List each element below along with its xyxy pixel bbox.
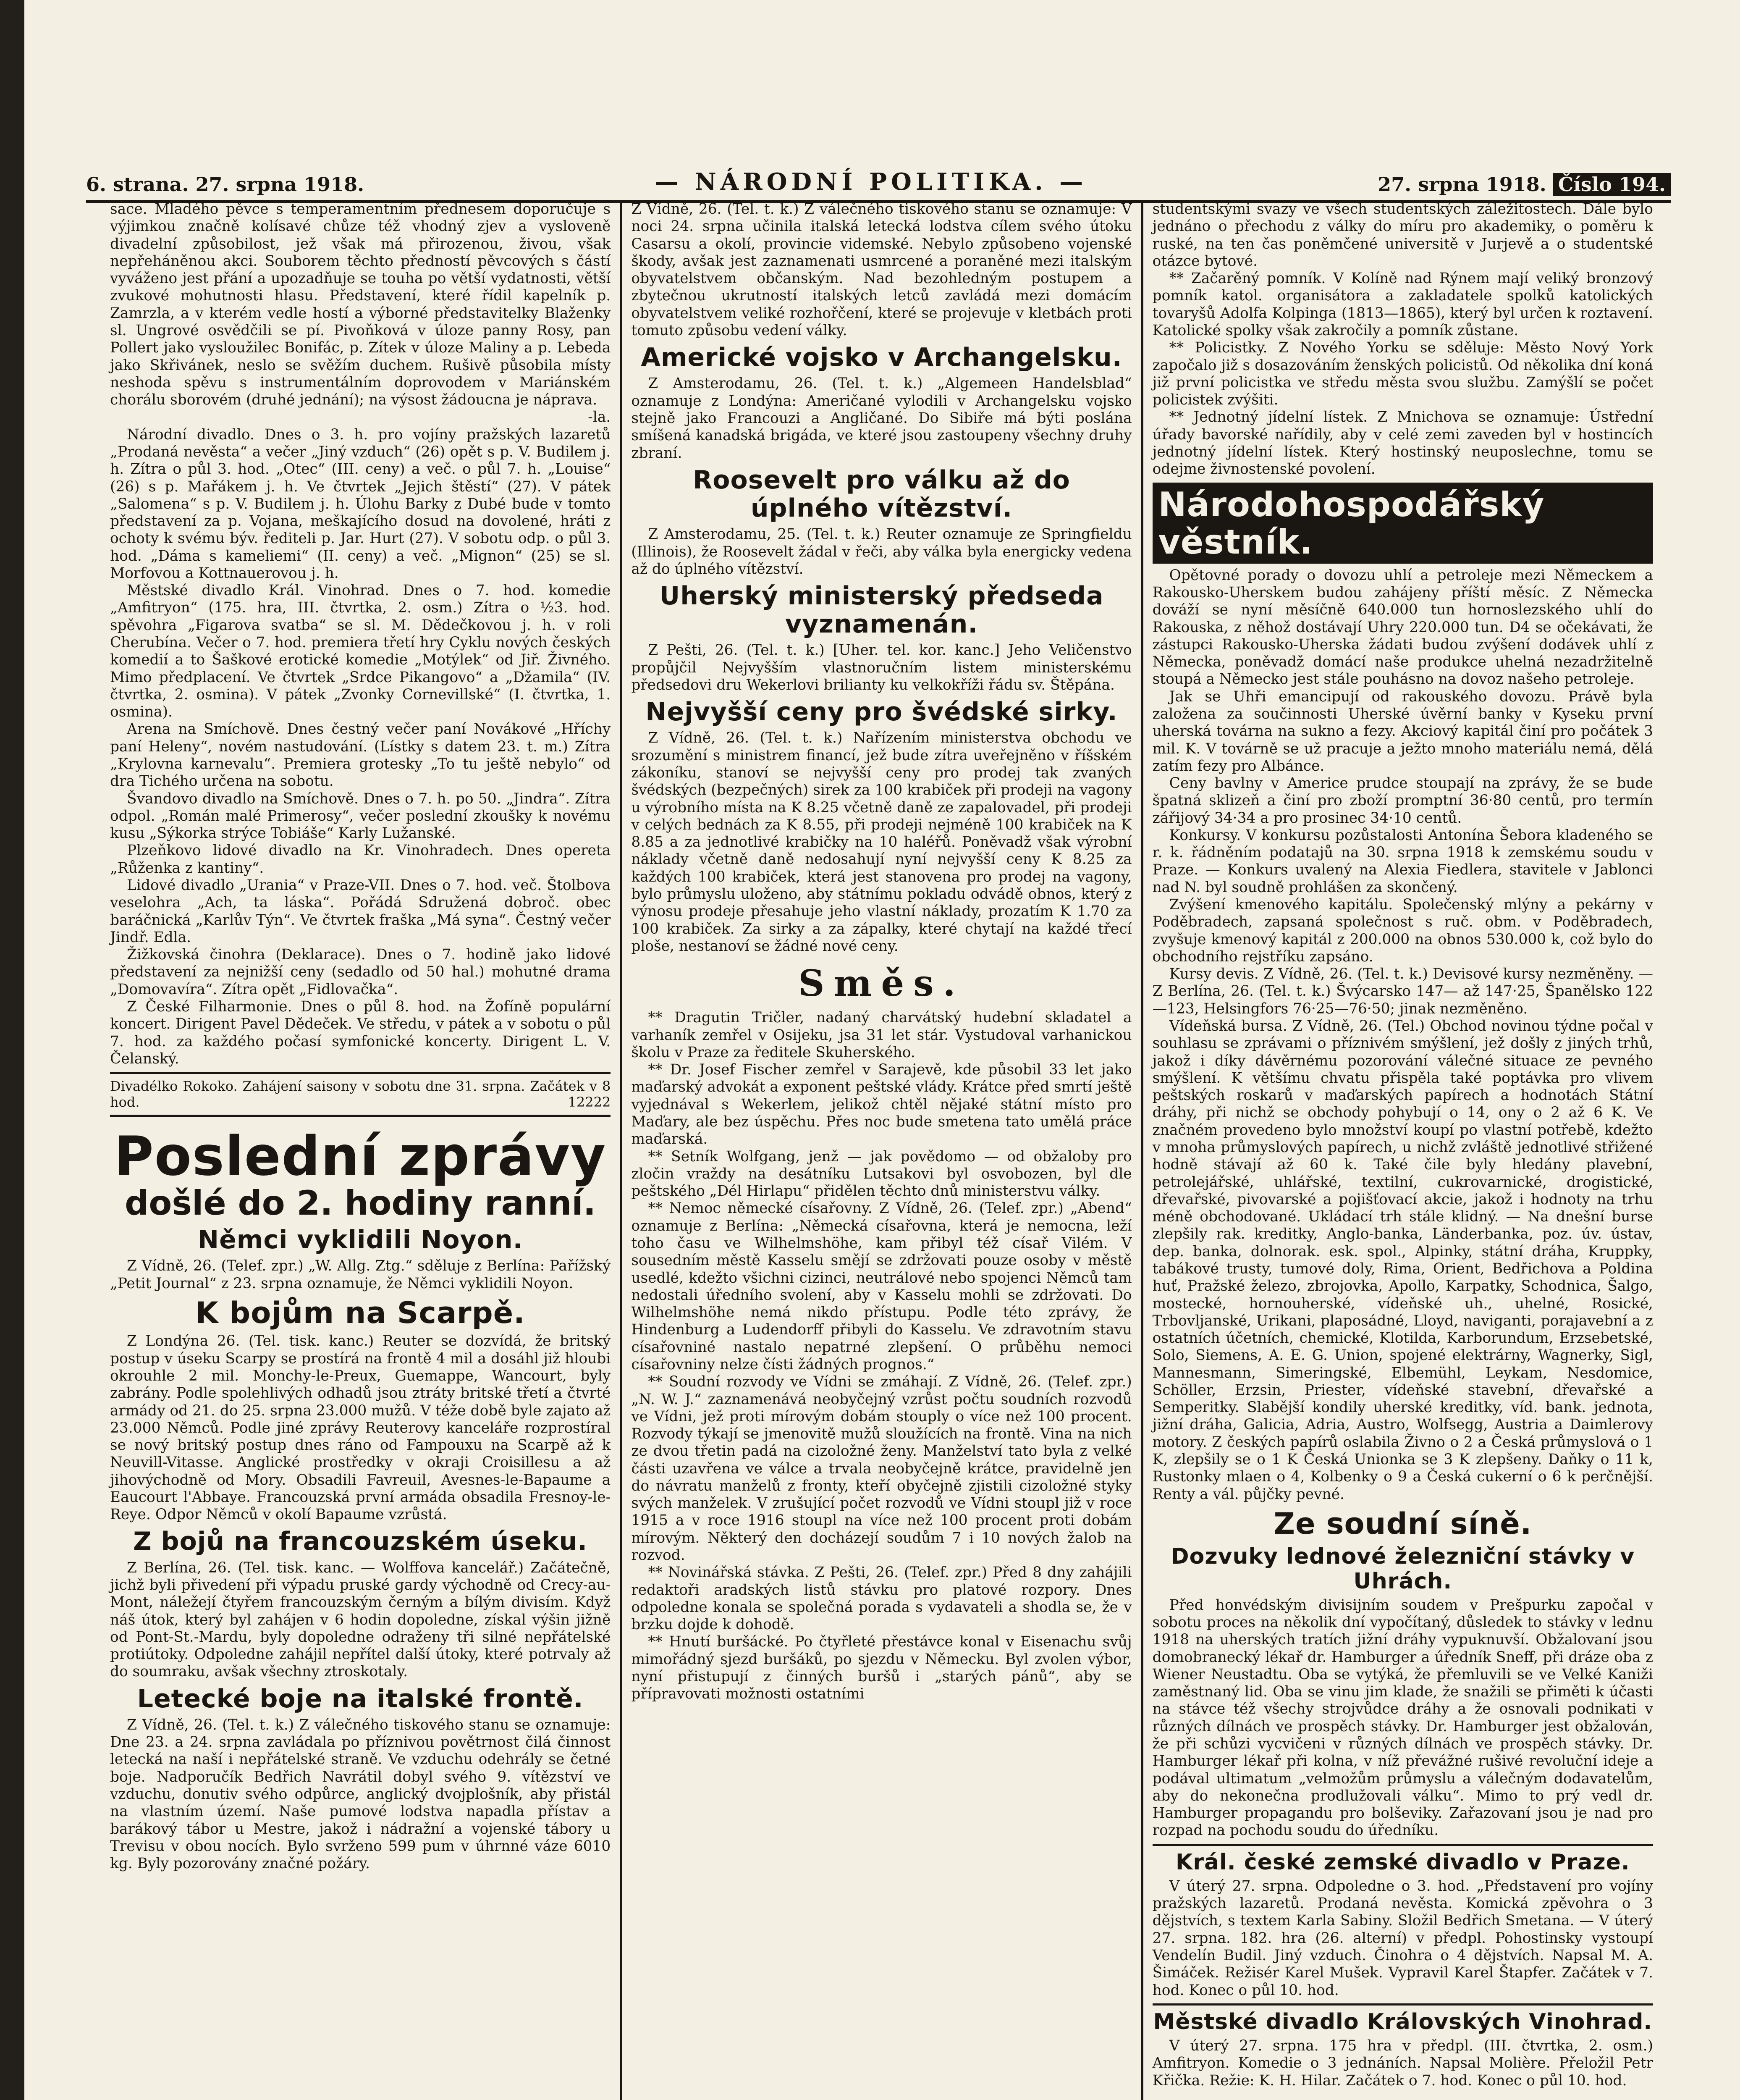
theatre-program-heading: Městské divadlo Královských Vinohrad. — [1153, 2003, 1653, 2034]
rokoko-text: Divadélko Rokoko. Zahájení saisony v sobotu dne 31. srpna. Začátek v 8 hod. — [110, 1078, 611, 1110]
page-number-date: 6. strana. 27. srpna 1918. — [86, 173, 364, 196]
theatre-program: V úterý 27. srpna. Odpoledne o 3. hod. „Představení pro vojíny pražských lazaretů. Prodaná nevěsta. Komická zpěvohra o 3 dějstvích, s textem Karla Sabiny. Složil Bedřich Smetana. — V úterý 27. srpna. 182. hra (26. alterní) v předpl. Pohostinsky vystoupí Vendelín Budil. Jiný vzduch. Činohra o 4 dějstvích. Napsal M. A. Šimáček. Režisér Karel Mušek. Vypravil Karel Štapfer. Začátek v 7. hod. Konec o půl 10. hod. — [1152, 1877, 1653, 1999]
theatre-notice: Plzeňkovo lidové divadlo na Kr. Vinohradech. Dnes opereta „Růženka z kantiny“. — [110, 842, 611, 877]
news-item: Z Vídně, 26. (Tel. t. k.) Z válečného tiskového stanu se oznamuje: V noci 24. srpna učinila italská letecká lodstva cílem svého útoku Casarsu a okolí, provincie videmské. Nebylo způsobeno vojenské škody, avšak jest zaznamenati usmrcené a poraněné mezi italským obyvatelstvem občanským. Nad bezohledným postupem a zbytečnou ukrutností italských letců zavládá mezi domácím obyvatelstvem veliké rozhořčení, které se projevuje v kletbách proti tomuto způsobu vedení války. — [631, 201, 1132, 339]
running-header — [86, 165, 1671, 203]
rokoko-number: 12222 — [568, 1094, 611, 1110]
header-right — [1378, 173, 1671, 196]
theatre-program: V úterý 27. srpna. 175 hra v předpl. (III. čtvrtka, 2. osm.) Amfitryon. Komedie o 3 jednáních. Napsal Molière. Přeložil Petr Křička. Režie: K. H. Hilar. Začátek o 7. hod. Konec o půl 10. hod. — [1152, 2037, 1653, 2089]
headline: K bojům na Scarpě. — [195, 1295, 525, 1330]
economy-item: Opětovné porady o dovozu uhlí a petroleje mezi Německem a Rakousko-Uherskem budou zahájeny příští měsíc. Z Německa dováží se nyní měsíčně 640.000 tun hornoslezského uhlí do Rakouska, z něhož dostávají Uhry 220.000 tun. D4 se očekávati, že zástupci Rakousko-Uherska žádati budou zvýšení dodávek uhlí z Německa, poněvadž domácí naše produkce uhelná nezadržitelně stoupá a Německo jest stále pouhásno na dovoz našeho petroleje. — [1152, 567, 1653, 688]
news-item: Z Berlína, 26. (Tel. tisk. kanc. — Wolffova kancelář.) Začátečně, jichž byli přivedení při výpadu pruské gardy východně od Crecy-au-Mont, náležejí čtyřem francouzským černým a bílým divisím. Když náš útok, který byl zahájen v 6 hodin dopoledne, získal výšin jižně od Pont-St.-Mardu, byly dopoledne odraženy tři silné nepřátelské protiútoky. Odpoledne zahájil nepřítel další útoky, které potrvaly až do soumraku, avšak všechny ztroskotaly. — [110, 1559, 611, 1680]
economy-item: Jak se Uhři emancipují od rakouského dovozu. Právě byla založena za součinnosti Uherské úvěrní banky v Kyseku první uherská továrna na sukno a fezy. Akciový kapitál činí pro počátek 3 mil. K. V továrně se už pracuje a ježto mnoho materiálu nemá, dělá zatím fezy pro Albánce. — [1152, 688, 1653, 774]
headline: Dozvuky lednové železniční stávky v Uhrách. — [1171, 1544, 1635, 1594]
columns — [101, 201, 1662, 2100]
miscellany-continuation: studentskými svazy ve všech studentských záležitostech. Dále bylo jednáno o přechodu z války do míru pro akademiky, o poměru k ruské, na ten čas poněmčené universitě v Jurjevě a o studentské otázce bytové. — [1152, 201, 1653, 270]
column-3 — [1143, 201, 1662, 2100]
miscellany-item: ** Policistky. Z Nového Yorku se sděluje: Město Nový York započalo již s dosazováním ženských policistů. Od několika dní koná již první policistka ve středu města svou službu. Zamýšlí se počet policistek zvýšiti. — [1152, 339, 1653, 409]
latest-news-block — [110, 1115, 611, 1222]
economy-item: Kursy devis. Z Vídně, 26. (Tel. t. k.) Devisové kursy nezměněny. — Z Berlína, 26. (Tel. t. k.) Švýcarsko 147— až 147·25, Španělsko 122—123, Helsingfors 76·25—76·50; jinak nezměněno. — [1152, 966, 1653, 1017]
section-heading-smes: Směs. — [798, 962, 965, 1005]
miscellany-item: ** Soudní rozvody ve Vídni se zmáhají. Z Vídně, 26. (Telef. zpr.) „N. W. J.“ zaznamenává neobyčejný vzrůst počtu soudních rozvodů ve Vídni, jež proti mírovým dobám stouply o více než 100 procent. Rozvody týkají se jmenovitě mužů sloužících na frontě. Vina na nich ze dvou třetin padá na cizoložné ženy. Manželství tato byla z velké části uzavřena ve válce a trvala neobyčejně krátce, pravidelně jen do návratu manželů z fronty, kteří obyčejně zjistili cizoložné styky svých manželek. V zrušující počet rozvodů ve Vídni stoupl již v roce 1915 a v roce 1916 stoupl na více než 100 procent proti dobám mírovým. Některý den docházejí soudům 7 i 10 nových žalob na rozvod. — [631, 1373, 1132, 1564]
masthead: — NÁRODNÍ POLITIKA. — — [655, 168, 1088, 196]
section-heading-court: Ze soudní síně. — [1274, 1506, 1532, 1541]
author-signature: -la. — [588, 409, 611, 426]
theatre-notice: Švandovo divadlo na Smíchově. Dnes o 7. h. po 50. „Jindra“. Zítra odpol. „Román malé Primerosy“, večer poslední zkoušky k novému kusu „Sýkorka strýce Tobiáše“ Karly Lužanské. — [110, 790, 611, 842]
latest-news-title: Poslední zprávy — [114, 1125, 607, 1188]
miscellany-item: ** Hnutí buršácké. Po čtyřleté přestávce konal v Eisenachu svůj mimořádný sjezd buršáků, po sjezdu v Německu. Byl zvolen výbor, nyní přistupují z činných buršů i „starých pánů“, aby se přípravovati možnosti ostatními — [631, 1633, 1132, 1703]
headline: Nejvyšší ceny pro švédské sirky. — [645, 697, 1118, 727]
economy-item: Zvýšení kmenového kapitálu. Společenský mlýny a pekárny v Poděbradech, zapsaná společnost s ruč. obm. v Poděbradech, zvyšuje kmenový kapitál z 200.000 na obnos 530.000 k, což bylo do obchodního rejstříku zapsáno. — [1152, 896, 1653, 965]
binding-edge — [0, 0, 24, 2100]
miscellany-item: ** Začarěný pomník. V Kolíně nad Rýnem mají veliký bronzový pomník katol. organisátora a zakladatele spolků katolických tovaryšů Adolfa Kolpinga (1813—1865), který byl určen k roztavení. Katolické spolky však zakročily a pomník zůstane. — [1152, 270, 1653, 339]
headline: Letecké boje na italské frontě. — [137, 1684, 584, 1714]
headline: Z bojů na francouzském úseku. — [133, 1527, 588, 1557]
column-2 — [622, 201, 1143, 2100]
miscellany-item: ** Dragutin Tričler, nadaný charvátský hudební skladatel a varhaník zemřel v Osijeku, jsa 31 let stár. Vystudoval varhanickou školu v Praze za ředitele Skuherského. — [631, 1009, 1132, 1061]
news-item: Z Vídně, 26. (Tel. t. k.) Nařízením ministerstva obchodu ve srozumění s ministrem financí, jež bude zítra uveřejněno v říšském zákoníku, stanoví se nejvyšší ceny pro prodej tak zvaných švédských (bezpečných) sirek za 100 krabiček při prodeji na vagony u výrobního místa na K 8.25 včetně daně ze zapalovadel, při prodeji v celých bednách za K 8.55, při prodeji nejméně 100 krabiček na K 8.85 a za jednotlivé krabičky na 10 haléřů. Poněvadž však výrobní náklady včetně daně nedosahují nyní nejvyšší ceny K 8.25 za každých 100 krabiček, která jest stanovena pro prodej na vagony, bylo průmyslu uloženo, aby státnímu pokladu odvádě obnos, který z výnosu prodeje přesahuje jeho vlastní náklady, prozatím K 1.70 za 100 krabiček. Za sirky a za zápalky, které chytají na každé třecí ploše, nestanoví se žádné nové ceny. — [631, 730, 1132, 955]
header-date: 27. srpna 1918. — [1378, 173, 1546, 196]
article-continuation: sace. Mladého pěvce s temperamentním přednesem doporučuje s výjimkou značně kolísavé chůze též vhodný zjev a vysloveně divadelní způsobilost, jež však má přirozenou, živou, však nepřeháněnou akci. Souborem těchto předností pěvcových s částí vyváženo jest přání a upozadňuje se touha po větší vydatnosti, větší zvukové mohutnosti hlasu. Představení, které řídil kapelník p. Zamrzla, a v kterém vedle hostí a výborné představitelky Blaženky sl. Ungrové osvědčili se pí. Pivoňková v úloze panny Rosy, pan Pollert jako vysloužilec Bonifác, p. Zítek v úloze Maliny a p. Lebeda jako Skřivánek, neslo se svěžím duchem. Rušivě působila místy neshoda spěvu s instrumentálním doprovodem v Mariánském chorálu sborovém (druhé jednání); na výsost žádoucna je náprava. — [110, 201, 611, 409]
headline: Roosevelt pro válku až do úplného vítězství. — [693, 465, 1070, 523]
news-item: Z Vídně, 26. (Tel. t. k.) Z válečného tiskového stanu se oznamuje: Dne 23. a 24. srpna zavládala po příznivou povětrnost čilá činnost letecká na naší i nepřátelské straně. Ve vzduchu odehrály se četné boje. Nadporučík Bedřich Navrátil dobyl svého 9. vítězství ve vzduchu, donutiv svého odpůrce, anglický dvojplošník, aby přistál na vlastním území. Naše pumové lodstva napadla přístav a barákový tábor u Mestre, jakož i nádražní a vojenské tábory u Trevisu v obou nocích. Bylo svrženo 599 pum v úhrnné váze 6010 kg. Byly pozorovány značné požáry. — [110, 1716, 611, 1872]
news-item: Z Londýna 26. (Tel. tisk. kanc.) Reuter se dozvídá, že britský postup v úseku Scarpy se prostírá na frontě 4 mil a dosáhl již hloubi okrouhle 2 mil. Monchy-le-Preux, Guemappe, Wancourt, byly zabrány. Podle spolehlivých odhadů jsou ztráty britské třetí a čtvrté armády od 21. do 25. srpna 23.000 mužů. V téže době byle zajato až 23.000 Němců. Podle jiné zprávy Reuterovy kanceláře rozprostíral se nový britský postup dnes ráno od Fampouxu na Scarpě až k Neuvill-Vitasse. Anglické prostředky v okraji Croisillesu a až jihovýchodně od Mory. Obsadili Favreuil, Avesnes-le-Bapaume a Eaucourt l'Abbaye. Francouzská první armáda obsadila Fresnoy-le-Reye. Odpor Němců v okolí Bapaume vzrůstá. — [110, 1333, 611, 1523]
headline: Americké vojsko v Archangelsku. — [641, 343, 1122, 373]
section-heading-economy: Národohospodářský věstník. — [1153, 483, 1653, 564]
theatre-notice: Žižkovská činohra (Deklarace). Dnes o 7. hodině jako lidové představení za nejnižší ceny (sedadlo od 50 hal.) mohutné drama „Domovavíra“. Zítra opět „Fidlovačka“. — [110, 946, 611, 998]
economy-item: Vídeňská bursa. Z Vídně, 26. (Tel.) Obchod novinou týdne počal v souhlasu se zprávami o příznivém smýšlení, jež došly z jiných trhů, jakož i díky dávěrnému pozorování válečné situace ze pevného smýšlení. K většímu chvatu přispěla také poptávka pro vlivem peštských roskarů v maďarských papírech a hodnotách Státní dráhy, při nichž se obchody pohybují o 14, ony o 2 až 6 K. Ve značném provedeno bylo množství koupí po vlastní potřebě, kdežto v mnoha průmyslových papírech, u nichž zvláště jednotlivé střižené hodně stávají až 60 k. Také čile byly hledány plavební, petrolejářské, uhlářské, textilní, cukrovarnické, drogistické, dřevařské, pivovarské a pojišťovací akcie, jakož i hodnoty na trhu méně obchodované. Ukládací trh stále klidný. — Na dnešní burse zlepšily rak. kreditky, Anglo-banka, Länderbanka, poz. úv. ústav, dep. banka, dolnorak. esk. spol., Alpinky, státní dráha, Kruppky, tabákové trusty, tumové doly, Rima, Orient, Bedřichova a Poldina huť, Pražské železo, zbrojovka, Apollo, Karpatky, Schodnica, Šalgo, mostecké, hornouherské, vídeňské uh., uhelné, Rosické, Trbovljanské, Urikani, plaposádné, Lloyd, naviganti, porajavební a z ostatních účetních, chemické, Klotilda, Karborundum, Erzsebetské, Solo, Siemens, A. E. G. Union, spojené elektrárny, Wagnerky, Sigl, Mannesmann, Simeringské, Elbemühl, Leykam, Nesdomice, Schöller, Erzsin, Priester, vídeňské stavební, dřevařské a Semperitky. Slabější kondily uherské kreditky, víd. bank. jednota, jižní dráha, Galicia, Adria, Austro, Wolfsegg, Austria a Daimlerovy motory. Z českých papírů oslabila Živno o 2 a Česká průmyslová o 1 K, zlepšily se o 1 K Česká Unionka se 3 K zlepšeny. Daňky o 11 k, Rustonky mlaen o 4, Kolbenky o 9 a Česká cukerní o 6 k perčnější. Renty a vál. půjčky pevné. — [1152, 1018, 1653, 1503]
column-1 — [101, 201, 622, 2100]
news-item: Z Amsterodamu, 26. (Tel. t. k.) „Algemeen Handelsblad“ oznamuje z Londýna: Američané vylodili v Archangelsku vojsko stejně jako Francouzi a Angličané. Do Sibiře má býti poslána smíšená kanadská brigáda, ve které jsou zastoupeny všechny druhy zbraní. — [631, 375, 1132, 462]
court-item: Před honvédským divisijním soudem v Prešpurku započal v sobotu proces na několik dní vypočítaný, důsledek to stávky v lednu 1918 na uherských tratích jižní dráhy vypuknuvší. Obžalovaní jsou domobranecký lékař dr. Hamburger a úředník Sneff, při dráze oba z Wiener Neustadtu. Oba se vytýká, že přemluvili se ve Velké Kaniži zaměstnaný lid. Oba se vinu jim klade, že snažili se přiměti k účasti na stávce též všechy strojvůdce dráhy a že osnovali podnikati v různých dílnách ve prospěch stávky. Dr. Hamburger jest obžalován, že při schůzi vycvičeni v různých dílnách ve prospěch stávky. Dr. Hamburger lékař při kolna, v níž převážné rušivé revoluční ideje a podával ultimatum „velmožům průmyslu a válečným dodavatelům, aby do nekonečna prodlužovali válku“. Mimo to prý vedl dr. Hamburger propagandu pro bolševiky. Zařazovaní jsou je nad pro rozpad na pochodu soudu do úředníku. — [1152, 1596, 1653, 1839]
latest-news-subtitle: došlé do 2. hodiny ranní. — [125, 1184, 596, 1223]
theatre-notice: Městské divadlo Král. Vinohrad. Dnes o 7. hod. komedie „Amfitryon“ (175. hra, III. čtvrtka, 2. osm.) Zítra o ½3. hod. spěvohra „Figarova svatba“ se sl. M. Dědečkovou j. h. v roli Cherubína. Večer o 7. hod. premiera třetí hry Cyklu nových českých komedií a to Šaškové erotické komedie „Motýlek“ od Jiř. Živného. Mimo předplacení. Ve čtvrtek „Srdce Pikangovo“ a „Džamila“ (IV. čtvrtka, 2. osmina). V pátek „Zvonky Cornevillské“ (I. čtvrtka, 1. osmina). — [110, 582, 611, 721]
miscellany-item: ** Jednotný jídelní lístek. Z Mnichova se oznamuje: Ústřední úřady bavorské nařídily, aby v celé zemi zaveden byl v hostincích jednotný jídelní lístek. Který hostinský neuposlechne, tomu se odejme živnostenské povolení. — [1152, 409, 1653, 478]
miscellany-item: ** Nemoc německé císařovny. Z Vídně, 26. (Telef. zpr.) „Abend“ oznamuje z Berlína: „Německá císařovna, která je nemocna, leží toho času ve Wilhelmshöhe, kam přibyl též císař Vilém. V sousedním městě Kasselu smějí se zdržovati pouze osoby v městě usedlé, kdežto všichni cizinci, neutrálové nebo spojenci Němců tam nedostali úředního svolení, aby v Kasselu mohli se zdržovati. Do Wilhelmshöhe nemá nikdo přístupu. Podle této zprávy, že Hindenburg a Ludendorff přibyli do Kasselu. Ve zdravotním stavu císařovniné nastalo nepatrné zlepšení. O průběhu nemoci císařovniny nelze čísti žádných prognos.“ — [631, 1200, 1132, 1373]
theatre-notice: Z České Filharmonie. Dnes o půl 8. hod. na Žofíně populární koncert. Dirigent Pavel Dědeček. Ve středu, v pátek a v sobotu o půl 7. hod. za každého počasí symfonické koncerty. Dirigent L. V. Čelanský. — [110, 998, 611, 1067]
news-item: Z Vídně, 26. (Telef. zpr.) „W. Allg. Ztg.“ sděluje z Berlína: Pařížský „Petit Journal“ z 23. srpna oznamuje, že Němci vyklidili Noyon. — [110, 1257, 611, 1292]
headline: Němci vyklidili Noyon. — [197, 1225, 523, 1255]
rokoko-ad — [110, 1072, 611, 1110]
miscellany-item: ** Novinářská stávka. Z Pešti, 26. (Telef. zpr.) Před 8 dny zahájili redaktoři aradských listů stávku pro platové rozpory. Dnes odpoledne konala se společná porada s vydavateli a shodla se, že v brzku dojde k dohodě. — [631, 1564, 1132, 1633]
miscellany-item: ** Setník Wolfgang, jenž — jak povědomo — od obžaloby pro zločin vraždy na desátníku Lutsakovi byl osvobozen, byl dle peštského „Dél Hirlapu“ přidělen těchto dnů ministerstvu války. — [631, 1148, 1132, 1200]
economy-item: Ceny bavlny v Americe prudce stoupají na zprávy, že se bude špatná sklizeň a činí pro zboží promptní 36·80 centů, pro termín zářijový 34·34 a pro prosinec 34·10 centů. — [1152, 775, 1653, 827]
issue-number: Číslo 194. — [1553, 173, 1671, 196]
economy-item: Konkursy. V konkursu pozůstalosti Antonína Šebora kladeného se r. k. řádněním podatajů na 30. srpna 1918 k zemskému soudu v Praze. — Konkurs uvalený na Alexia Fiedlera, stavitele v Jablonci nad N. byl soudně prohlášen za skončený. — [1152, 827, 1653, 896]
headline: Uherský ministerský předseda vyznamenán. — [659, 581, 1104, 639]
theatre-notice: Lidové divadlo „Urania“ v Praze-VII. Dnes o 7. hod. več. Štolbova veselohra „Ach, ta láska“. Pořádá Sdružená dobroč. obec baráčnická „Karlův Týn“. Ve čtvrtek fraška „Má syna“. Čestný večer Jindř. Edla. — [110, 877, 611, 946]
theatre-program-heading: Král. české zemské divadlo v Praze. — [1153, 1844, 1653, 1874]
miscellany-item: ** Dr. Josef Fischer zemřel v Sarajevě, kde působil 33 let jako maďarský advokát a exponent peštské vlády. Krátce před smrtí ještě vyjednával s Wekerlem, jelikož chtěl nějaké státní místo pro Maďary, ale bez úspěchu. Přes noc bude smetena tato umělá práce maďarská. — [631, 1061, 1132, 1148]
theatre-notice: Arena na Smíchově. Dnes čestný večer paní Novákové „Hříchy paní Heleny“, novém nastudování. (Lístky s datem 23. t. m.) Zítra „Krylovna karnevalu“. Premiera grotesky „To tu ještě nebylo“ od dra Tichého určena na sobotu. — [110, 721, 611, 790]
theatre-notice: Národní divadlo. Dnes o 3. h. pro vojíny pražských lazaretů „Prodaná nevěsta“ a večer „Jiný vzduch“ (26) opět s p. V. Budilem j. h. Zítra o půl 3. hod. „Otec“ (III. ceny) a več. o půl 7. h. „Louise“ (26) s p. Mařákem j. h. Ve čtvrtek „Jejich štěstí“ (27). V pátek „Salomena“ s p. V. Budilem j. h. Úlohu Barky z Dubé bude v tomto představení za p. Vojana, meškajícího dosud na dovolené, hráti z ochoty k svému býv. řediteli p. Jar. Hurt (27). V sobotu odp. o půl 3. hod. „Dáma s kameliemi“ (II. ceny) a več. „Mignon“ (25) se sl. Morfovou a Kottnauerovou j. h. — [110, 426, 611, 582]
news-item: Z Pešti, 26. (Tel. t. k.) [Uher. tel. kor. kanc.] Jeho Veličenstvo propůjčil Nejvyšším vlastnoručním listem ministerskému předsedovi dru Wekerlovi brilianty ku velkokříži řádu sv. Štěpána. — [631, 642, 1132, 693]
news-item: Z Amsterodamu, 25. (Tel. t. k.) Reuter oznamuje ze Springfieldu (Illinois), že Roosevelt žádal v řeči, aby válka byla energicky vedena až do úplného vítězství. — [631, 526, 1132, 578]
